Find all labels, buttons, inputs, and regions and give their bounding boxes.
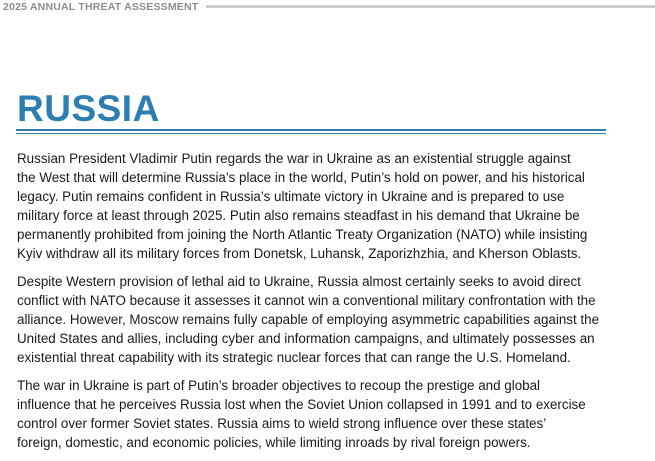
paragraph-line: the West that will determine Russia’s place in the world, Putin’s hold on power, and his historical — [17, 170, 585, 185]
paragraph-line: control over former Soviet states. Russia aims to wield strong influence over these states’ — [17, 416, 547, 431]
title-underline-thin — [16, 133, 606, 134]
paragraph-line: United States and allies, including cyber and information campaigns, and ultimately possesses an — [17, 331, 595, 346]
paragraph-3 — [17, 376, 617, 452]
paragraph-1 — [17, 149, 617, 263]
paragraph-line: existential threat capability with its strategic nuclear forces that can range the U.S. Homeland. — [17, 350, 571, 365]
paragraph-line: Russian President Vladimir Putin regards the war in Ukraine as an existential struggle against — [17, 151, 571, 166]
paragraph-line: foreign, domestic, and economic policies, while limiting inroads by rival foreign powers. — [17, 435, 531, 450]
paragraph-line: influence that he perceives Russia lost when the Soviet Union collapsed in 1991 and to exercise — [17, 397, 586, 412]
paragraph-line: legacy. Putin remains confident in Russia’s ultimate victory in Ukraine and is prepared to use — [17, 189, 565, 204]
paragraph-line: permanently prohibited from joining the North Atlantic Treaty Organization (NATO) while insisting — [17, 227, 588, 242]
paragraph-line: Kyiv withdraw all its military forces from Donetsk, Luhansk, Zaporizhzhia, and Kherson Oblasts. — [17, 246, 582, 261]
paragraph-line: military force at least through 2025. Putin also remains steadfast in his demand that Ukraine be — [17, 208, 580, 223]
header-divider — [206, 5, 655, 8]
section-body — [17, 149, 617, 461]
paragraph-line: The war in Ukraine is part of Putin’s broader objectives to recoup the prestige and global — [17, 378, 541, 393]
paragraph-line: conflict with NATO because it assesses it cannot win a conventional military confrontation with the — [17, 293, 596, 308]
paragraph-line: Despite Western provision of lethal aid to Ukraine, Russia almost certainly seeks to avoid direct — [17, 274, 581, 289]
paragraph-2 — [17, 272, 617, 367]
document-header-label: 2025 ANNUAL THREAT ASSESSMENT — [3, 1, 199, 13]
document-header — [0, 0, 655, 14]
paragraph-line: alliance. However, Moscow remains fully capable of employing asymmetric capabilities against the — [17, 312, 600, 327]
section-title: RUSSIA — [17, 88, 160, 129]
title-underline-thick — [16, 129, 606, 131]
